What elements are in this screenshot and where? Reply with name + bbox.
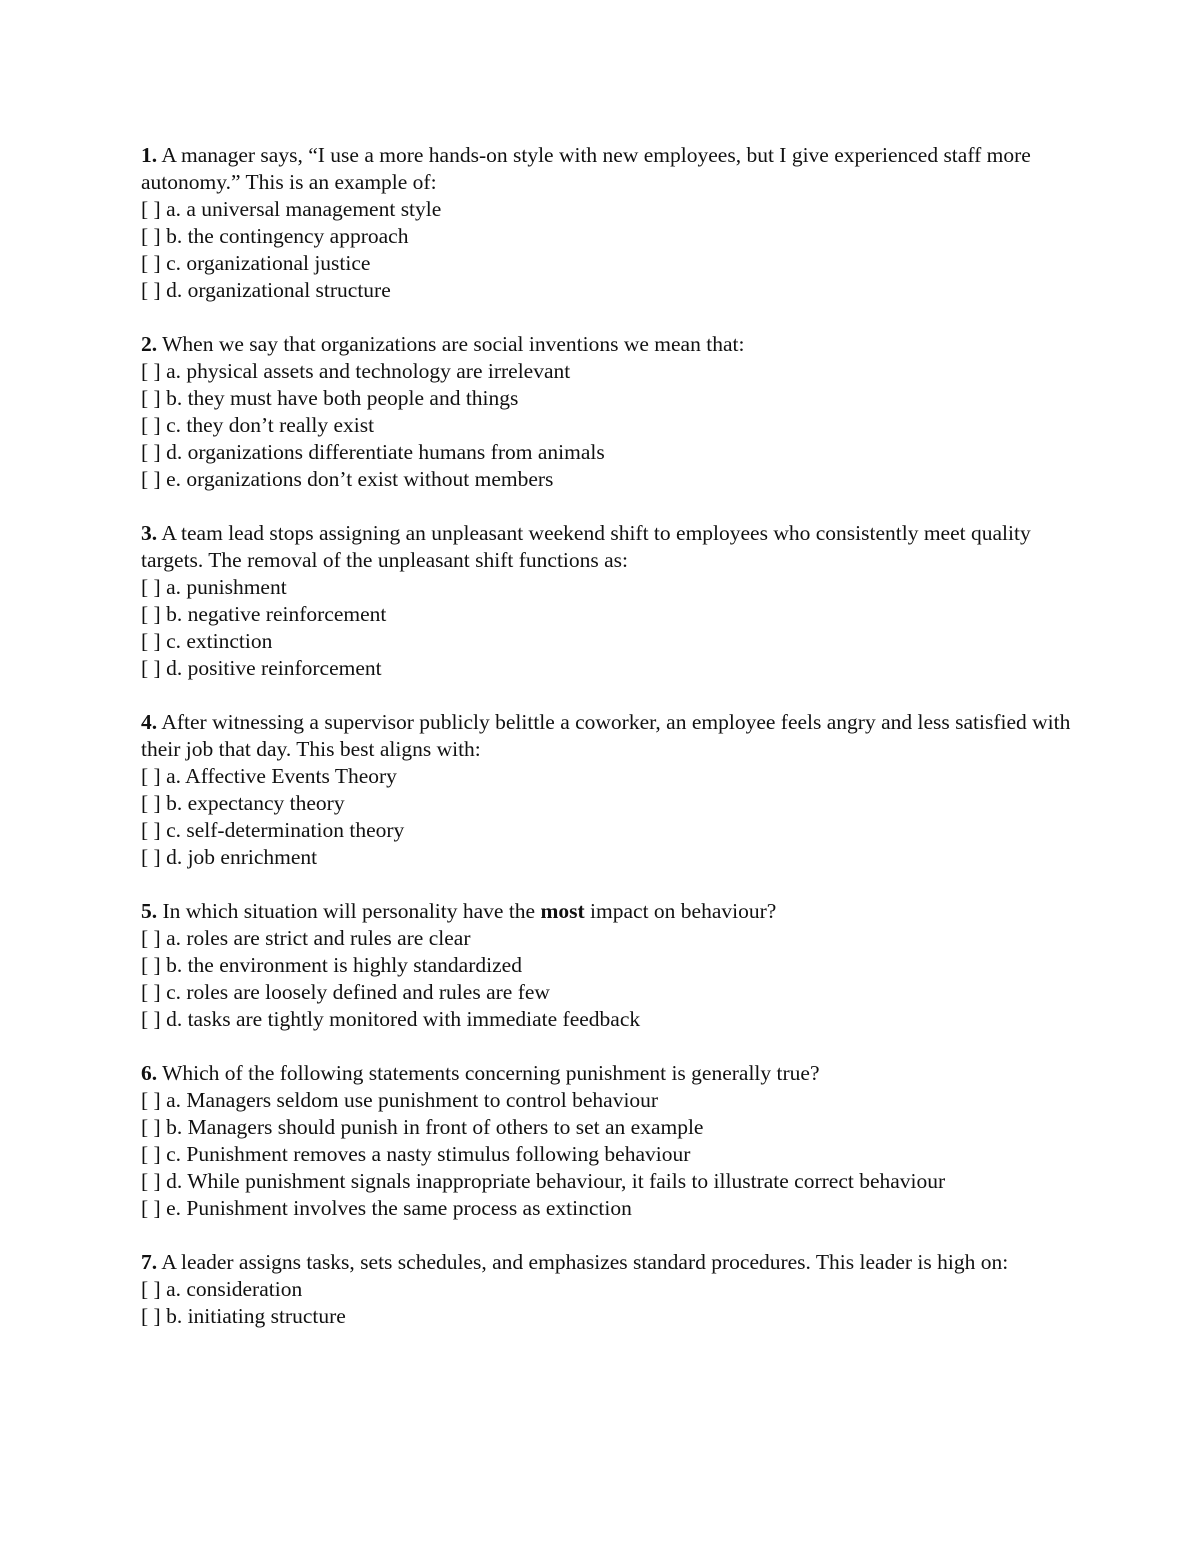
option-text: b. expectancy theory bbox=[166, 791, 345, 815]
option-text: a. a universal management style bbox=[166, 197, 442, 221]
option-text: a. Affective Events Theory bbox=[166, 764, 397, 788]
option-text: c. roles are loosely defined and rules are few bbox=[166, 980, 550, 1004]
option-c bbox=[141, 1141, 1071, 1168]
option-text: d. organizational structure bbox=[166, 278, 391, 302]
option-text: a. roles are strict and rules are clear bbox=[166, 926, 471, 950]
options-list bbox=[141, 574, 1071, 682]
question-text: After witnessing a supervisor publicly belittle a coworker, an employee feels angry and less satisfied with their job that day. This best aligns with: bbox=[141, 710, 1071, 761]
question-stem bbox=[141, 1060, 1071, 1087]
option-b bbox=[141, 1114, 1071, 1141]
question-number: 3. bbox=[141, 521, 158, 545]
question-number: 2. bbox=[141, 332, 158, 356]
option-c bbox=[141, 250, 1071, 277]
option-d bbox=[141, 1006, 1071, 1033]
question-text: A team lead stops assigning an unpleasant weekend shift to employees who consistently meet quality targets. The removal of the unpleasant shift functions as: bbox=[141, 521, 1031, 572]
question-number: 5. bbox=[141, 899, 158, 923]
answer-checkbox[interactable]: [ ] bbox=[141, 413, 161, 437]
question-number: 7. bbox=[141, 1250, 158, 1274]
option-e bbox=[141, 1195, 1071, 1222]
quiz-content bbox=[141, 142, 1071, 1357]
option-text: b. the environment is highly standardized bbox=[166, 953, 522, 977]
answer-checkbox[interactable]: [ ] bbox=[141, 980, 161, 1004]
question-3 bbox=[141, 520, 1071, 682]
option-b bbox=[141, 790, 1071, 817]
option-b bbox=[141, 385, 1071, 412]
answer-checkbox[interactable]: [ ] bbox=[141, 602, 161, 626]
option-c bbox=[141, 412, 1071, 439]
option-text: a. physical assets and technology are irrelevant bbox=[166, 359, 571, 383]
question-number: 4. bbox=[141, 710, 158, 734]
option-d bbox=[141, 844, 1071, 871]
answer-checkbox[interactable]: [ ] bbox=[141, 845, 161, 869]
option-text: b. they must have both people and things bbox=[166, 386, 519, 410]
question-4 bbox=[141, 709, 1071, 871]
option-a bbox=[141, 1087, 1071, 1114]
question-stem bbox=[141, 709, 1071, 763]
option-text: d. job enrichment bbox=[166, 845, 318, 869]
question-text: In which situation will personality have the bbox=[162, 899, 536, 923]
option-text: c. Punishment removes a nasty stimulus following behaviour bbox=[166, 1142, 691, 1166]
answer-checkbox[interactable]: [ ] bbox=[141, 467, 161, 491]
question-1 bbox=[141, 142, 1071, 304]
option-text: e. Punishment involves the same process as extinction bbox=[166, 1196, 632, 1220]
question-5 bbox=[141, 898, 1071, 1033]
option-text: c. extinction bbox=[166, 629, 273, 653]
option-a bbox=[141, 574, 1071, 601]
question-stem bbox=[141, 898, 1071, 925]
option-d bbox=[141, 655, 1071, 682]
question-2 bbox=[141, 331, 1071, 493]
answer-checkbox[interactable]: [ ] bbox=[141, 197, 161, 221]
option-text: c. self-determination theory bbox=[166, 818, 405, 842]
option-text: b. the contingency approach bbox=[166, 224, 409, 248]
option-c bbox=[141, 979, 1071, 1006]
option-text: b. negative reinforcement bbox=[166, 602, 387, 626]
option-d bbox=[141, 439, 1071, 466]
question-number: 6. bbox=[141, 1061, 158, 1085]
option-c bbox=[141, 817, 1071, 844]
question-emphasis: most bbox=[540, 899, 585, 923]
option-b bbox=[141, 952, 1071, 979]
answer-checkbox[interactable]: [ ] bbox=[141, 1277, 161, 1301]
question-7 bbox=[141, 1249, 1071, 1330]
option-b bbox=[141, 601, 1071, 628]
options-list bbox=[141, 1087, 1071, 1222]
option-text: a. punishment bbox=[166, 575, 287, 599]
answer-checkbox[interactable]: [ ] bbox=[141, 818, 161, 842]
option-a bbox=[141, 925, 1071, 952]
option-c bbox=[141, 628, 1071, 655]
answer-checkbox[interactable]: [ ] bbox=[141, 1115, 161, 1139]
option-text: c. they don’t really exist bbox=[166, 413, 375, 437]
answer-checkbox[interactable]: [ ] bbox=[141, 1007, 161, 1031]
answer-checkbox[interactable]: [ ] bbox=[141, 575, 161, 599]
option-a bbox=[141, 196, 1071, 223]
answer-checkbox[interactable]: [ ] bbox=[141, 656, 161, 680]
question-stem bbox=[141, 520, 1071, 574]
answer-checkbox[interactable]: [ ] bbox=[141, 359, 161, 383]
option-e bbox=[141, 466, 1071, 493]
option-a bbox=[141, 763, 1071, 790]
option-a bbox=[141, 1276, 1071, 1303]
answer-checkbox[interactable]: [ ] bbox=[141, 953, 161, 977]
options-list bbox=[141, 358, 1071, 493]
options-list bbox=[141, 763, 1071, 871]
option-a bbox=[141, 358, 1071, 385]
answer-checkbox[interactable]: [ ] bbox=[141, 1169, 161, 1193]
question-text-end: impact on behaviour? bbox=[590, 899, 777, 923]
answer-checkbox[interactable]: [ ] bbox=[141, 386, 161, 410]
answer-checkbox[interactable]: [ ] bbox=[141, 1196, 161, 1220]
options-list bbox=[141, 925, 1071, 1033]
option-text: d. While punishment signals inappropriate behaviour, it fails to illustrate correct behaviour bbox=[166, 1169, 946, 1193]
options-list bbox=[141, 1276, 1071, 1330]
answer-checkbox[interactable]: [ ] bbox=[141, 278, 161, 302]
option-b bbox=[141, 1303, 1071, 1330]
answer-checkbox[interactable]: [ ] bbox=[141, 1304, 161, 1328]
answer-checkbox[interactable]: [ ] bbox=[141, 791, 161, 815]
option-text: d. organizations differentiate humans from animals bbox=[166, 440, 605, 464]
option-text: a. consideration bbox=[166, 1277, 303, 1301]
question-stem bbox=[141, 142, 1071, 196]
option-b bbox=[141, 223, 1071, 250]
answer-checkbox[interactable]: [ ] bbox=[141, 224, 161, 248]
options-list bbox=[141, 196, 1071, 304]
question-text: A manager says, “I use a more hands-on style with new employees, but I give experienced staff more autonomy.” This is an example of: bbox=[141, 143, 1031, 194]
question-text: Which of the following statements concerning punishment is generally true? bbox=[162, 1061, 820, 1085]
question-6 bbox=[141, 1060, 1071, 1222]
option-text: d. tasks are tightly monitored with immediate feedback bbox=[166, 1007, 641, 1031]
answer-checkbox[interactable]: [ ] bbox=[141, 764, 161, 788]
answer-checkbox[interactable]: [ ] bbox=[141, 926, 161, 950]
answer-checkbox[interactable]: [ ] bbox=[141, 1142, 161, 1166]
question-stem bbox=[141, 1249, 1071, 1276]
answer-checkbox[interactable]: [ ] bbox=[141, 440, 161, 464]
question-text: A leader assigns tasks, sets schedules, and emphasizes standard procedures. This leader is high on: bbox=[161, 1250, 1009, 1274]
answer-checkbox[interactable]: [ ] bbox=[141, 251, 161, 275]
option-d bbox=[141, 277, 1071, 304]
question-stem bbox=[141, 331, 1071, 358]
option-text: a. Managers seldom use punishment to control behaviour bbox=[166, 1088, 659, 1112]
question-text: When we say that organizations are social inventions we mean that: bbox=[162, 332, 745, 356]
option-text: d. positive reinforcement bbox=[166, 656, 382, 680]
option-text: c. organizational justice bbox=[166, 251, 371, 275]
question-number: 1. bbox=[141, 143, 158, 167]
answer-checkbox[interactable]: [ ] bbox=[141, 1088, 161, 1112]
option-text: b. Managers should punish in front of others to set an example bbox=[166, 1115, 704, 1139]
answer-checkbox[interactable]: [ ] bbox=[141, 629, 161, 653]
option-text: b. initiating structure bbox=[166, 1304, 346, 1328]
option-d bbox=[141, 1168, 1071, 1195]
option-text: e. organizations don’t exist without members bbox=[166, 467, 554, 491]
